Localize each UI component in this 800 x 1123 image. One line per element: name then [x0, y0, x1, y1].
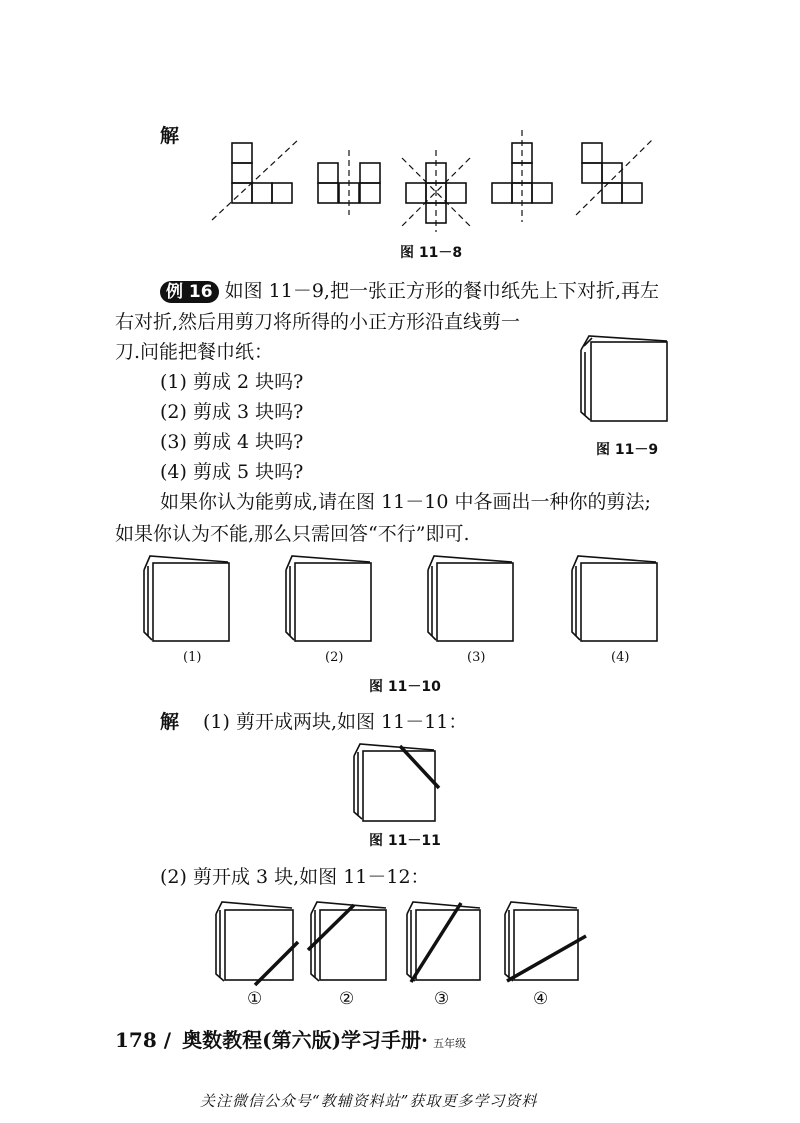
fig-11-12-label-4: ④: [533, 989, 549, 1009]
fig-11-10-label-1: (1): [183, 650, 202, 665]
solution-part-1: (1) 剪开成两块,如图 11－11：: [203, 711, 468, 733]
question-1: (1) 剪成 2 块吗?: [160, 371, 304, 393]
instruction-line-1: 如果你认为能剪成,请在图 11－10 中各画出一种你的剪法;: [160, 491, 651, 513]
question-2: (2) 剪成 3 块吗?: [160, 401, 304, 423]
example-text-line-2: 右对折,然后用剪刀将所得的小正方形沿直线剪一: [115, 311, 521, 333]
fig-11-10-label-2: (2): [325, 650, 344, 665]
fig-11-12-napkin-4: [505, 902, 578, 981]
example-text-line-1: 如图 11－9,把一张正方形的餐巾纸先上下对折,再左: [224, 280, 660, 302]
fig-11-12-label-3: ③: [434, 989, 450, 1009]
fig-11-12-label-2: ②: [339, 989, 355, 1009]
fig-11-11-caption: 图 11－11: [369, 833, 441, 849]
example-text-line-3: 刀.问能把餐巾纸：: [115, 341, 274, 363]
fig-11-10-label-4: (4): [611, 650, 630, 665]
fig-11-12-napkin-1: [216, 902, 293, 981]
instruction-line-2: 如果你认为不能,那么只需回答“不行”即可.: [115, 523, 470, 545]
fig-11-10-caption: 图 11－10: [369, 679, 441, 695]
fig-11-10-label-3: (3): [467, 650, 486, 665]
grade-label: 五年级: [433, 1037, 467, 1050]
fig-11-12-label-1: ①: [247, 989, 263, 1009]
fig-11-8-caption: 图 11－8: [400, 245, 463, 261]
fig-11-9-caption: 图 11－9: [596, 442, 659, 458]
page-footer: [115, 1024, 466, 1053]
fig-11-12-napkin-2: [311, 902, 386, 981]
page-number: 178 /: [115, 1028, 172, 1052]
solution-label-top: 解: [160, 125, 180, 147]
watermark-text: 关注微信公众号“教辅资料站”获取更多学习资料: [200, 1092, 538, 1110]
question-3: (3) 剪成 4 块吗?: [160, 431, 304, 453]
solution-label: 解: [160, 711, 180, 733]
book-title: 奥数教程(第六版)学习手册·: [182, 1028, 428, 1052]
question-4: (4) 剪成 5 块吗?: [160, 461, 304, 483]
solution-part-2: (2) 剪开成 3 块,如图 11－12：: [160, 866, 430, 888]
example-badge: 例 16: [160, 281, 219, 303]
